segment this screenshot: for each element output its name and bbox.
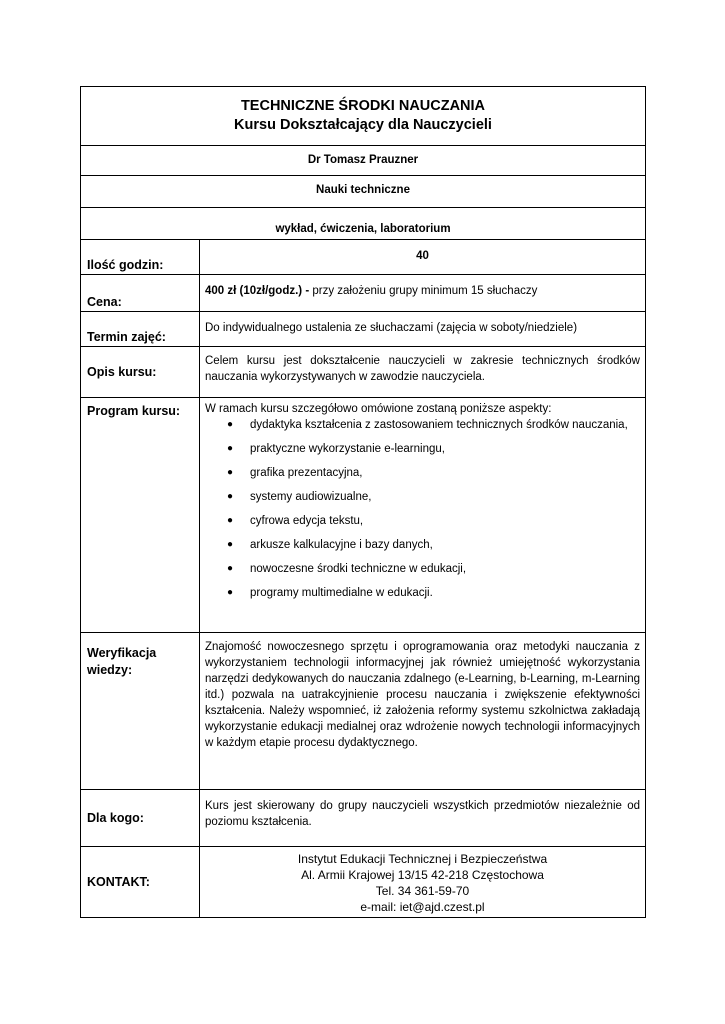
- class-forms: wykład, ćwiczenia, laboratorium: [81, 208, 646, 240]
- program-item: ● dydaktyka kształcenia z zastosowaniem technicznych środków nauczania,: [227, 419, 628, 431]
- bullet-icon: ●: [227, 443, 234, 454]
- lecturer-row: [81, 146, 646, 176]
- bullet-icon: ●: [227, 515, 234, 526]
- contact-email[interactable]: e-mail: iet@ajd.czest.pl: [360, 900, 485, 914]
- program-row: [81, 398, 646, 633]
- title-row: [81, 87, 646, 146]
- course-info-document: [80, 86, 645, 918]
- program-intro: W ramach kursu szczegółowo omówione zostaną poniższe aspekty:: [205, 403, 552, 415]
- price-label: Cena:: [81, 275, 200, 312]
- program-item: ● cyfrowa edycja tekstu,: [227, 515, 364, 527]
- schedule-label: Termin zajęć:: [81, 312, 200, 347]
- bullet-icon: ●: [227, 563, 234, 574]
- field-row: [81, 176, 646, 208]
- description-value: Celem kursu jest dokształcenie nauczycieli w zakresie technicznych środków nauczania wykorzystywanych w zawodzie nauczyciela.: [200, 347, 646, 398]
- contact-address: Al. Armii Krajowej 13/15 42-218 Częstochowa: [301, 868, 544, 882]
- price-value: [200, 275, 646, 312]
- bullet-icon: ●: [227, 539, 234, 550]
- course-title: TECHNICZNE ŚRODKI NAUCZANIA: [240, 98, 486, 114]
- verification-row: [81, 633, 646, 790]
- hours-row: [81, 240, 646, 275]
- program-item: ● nowoczesne środki techniczne w edukacji,: [227, 563, 467, 575]
- contact-label: KONTAKT:: [81, 847, 200, 918]
- price-amount: 400 zł (10zł/godz.) -: [205, 285, 310, 297]
- program-list: [205, 417, 640, 601]
- description-row: [81, 347, 646, 398]
- contact-row: [81, 847, 646, 918]
- price-condition: przy założeniu grupy minimum 15 słuchaczy: [309, 285, 538, 297]
- bullet-icon: ●: [227, 491, 234, 502]
- schedule-row: [81, 312, 646, 347]
- bullet-icon: ●: [227, 419, 234, 430]
- forms-row: [81, 208, 646, 240]
- contact-value: [200, 847, 646, 918]
- program-item: ● arkusze kalkulacyjne i bazy danych,: [227, 539, 433, 551]
- program-item: ● praktyczne wykorzystanie e-learningu,: [227, 443, 445, 455]
- program-item: ● systemy audiowizualne,: [227, 491, 372, 503]
- audience-value: Kurs jest skierowany do grupy nauczycieli wszystkich przedmiotów niezależnie od poziomu kształcenia.: [200, 790, 646, 847]
- bullet-icon: ●: [227, 467, 234, 478]
- audience-label: Dla kogo:: [81, 790, 200, 847]
- course-subtitle: Kursu Dokształcający dla Nauczycieli: [234, 117, 492, 133]
- price-row: [81, 275, 646, 312]
- contact-institute: Instytut Edukacji Technicznej i Bezpieczeństwa: [297, 852, 548, 866]
- field-of-study: Nauki techniczne: [81, 176, 646, 208]
- description-label: Opis kursu:: [81, 347, 200, 398]
- hours-value: 40: [200, 240, 646, 275]
- audience-row: [81, 790, 646, 847]
- lecturer: Dr Tomasz Prauzner: [81, 146, 646, 176]
- verification-value: Znajomość nowoczesnego sprzętu i oprogramowania oraz metodyki nauczania z wykorzystaniem technologii informacyjnej jak również umiejętność wykorzystania narzędzi dedykowanych do nauczania zdalnego (e-Learning, b-Learning, m-Learning itd.) pozwala na uatrakcyjnienie procesu nauczania i zwiększenie efektywności kształcenia. Należy wspomnieć, iż założenia reformy systemu szkolnictwa zakładają wykorzystanie edukacji medialnej oraz wdrożenie nowych technologii informacyjnych w każdym etapie procesu dydaktycznego.: [200, 633, 646, 790]
- program-label: Program kursu:: [81, 398, 200, 633]
- schedule-value: Do indywidualnego ustalenia ze słuchaczami (zajęcia w soboty/niedziele): [200, 312, 646, 347]
- course-info-table: [80, 86, 646, 918]
- program-item: ● grafika prezentacyjna,: [227, 467, 363, 479]
- hours-label: Ilość godzin:: [81, 240, 200, 275]
- contact-phone: Tel. 34 361-59-70: [375, 884, 470, 898]
- bullet-icon: ●: [227, 587, 234, 598]
- program-item: ● programy multimedialne w edukacji.: [227, 587, 433, 599]
- verification-label: Weryfikacja wiedzy:: [81, 633, 200, 790]
